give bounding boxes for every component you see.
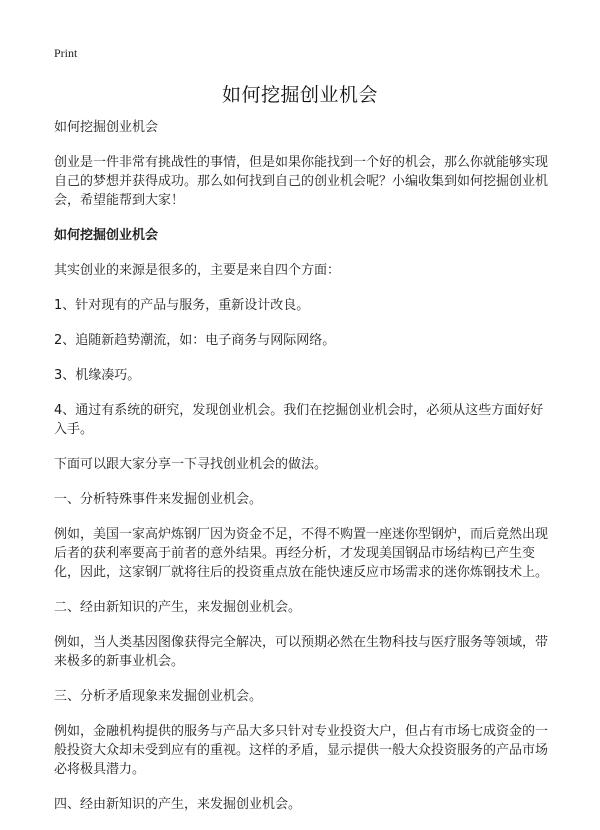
list-item-2: 2、追随新趋势潮流，如：电子商务与网际网络。 [54,333,336,348]
method-heading-2: 二、经由新知识的产生，来发掘创业机会。 [54,600,302,615]
page-title: 如何挖掘创业机会 [221,84,378,106]
method-heading-1: 一、分析特殊事件来发掘创业机会。 [54,492,263,507]
section-heading: 如何挖掘创业机会 [54,228,159,243]
sources-intro: 其实创业的来源是很多的，主要是来自四个方面： [54,263,341,278]
methods-intro: 下面可以跟大家分享一下寻找创业机会的做法。 [54,457,328,472]
method-example-3: 例如，金融机构提供的服务与产品大多只针对专业投资大户，但占有市场七成资金的一般投资大众却未受到应有的重视。这样的矛盾，显示提供一般大众投资服务的产品市场必将极具潜力。 [54,724,549,777]
list-item-4: 4、通过有系统的研究，发现创业机会。我们在挖掘创业机会时，必须从这些方面好好入手。 [54,403,544,437]
print-label: Print [54,46,78,60]
article-subtitle: 如何挖掘创业机会 [54,120,159,135]
intro-paragraph: 创业是一件非常有挑战性的事情，但是如果你能找到一个好的机会，那么你就能够实现自己的梦想并获得成功。那么如何找到自己的创业机会呢？小编收集到如何挖掘创业机会，希望能帮到大家！ [54,155,549,208]
method-example-2: 例如，当人类基因图像获得完全解决，可以预期必然在生物科技与医疗服务等领域，带来极多的新事业机会。 [54,635,549,669]
article-body [54,118,554,830]
method-heading-3: 三、分析矛盾现象来发掘创业机会。 [54,689,263,704]
method-example-1: 例如，美国一家高炉炼钢厂因为资金不足，不得不购置一座迷你型钢炉，而后竟然出现后者的获利率要高于前者的意外结果。再经分析，才发现美国钢品市场结构已产生变化，因此，这家钢厂就将往后的投资重点放在能快速反应市场需求的迷你炼钢技术上。 [54,527,549,580]
method-heading-4: 四、经由新知识的产生，来发掘创业机会。 [54,797,302,812]
list-item-1: 1、针对现有的产品与服务，重新设计改良。 [54,298,310,313]
list-item-3: 3、机缘凑巧。 [54,368,141,383]
